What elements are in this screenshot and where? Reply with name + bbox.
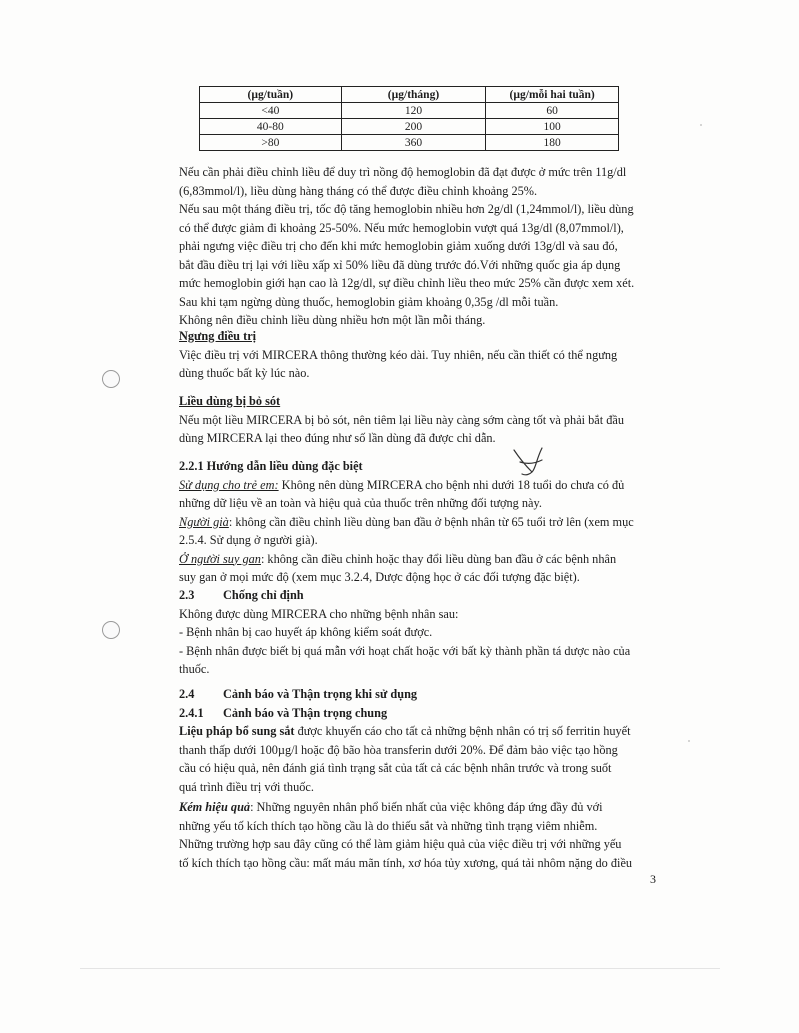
poor-response-text: : Những nguyên nhân phổ biến nhất của việc không đáp ứng đầy đủ với xyxy=(250,800,603,814)
dose-adjustment-section xyxy=(179,163,659,330)
paragraph-line: cầu có hiệu quả, nên đánh giá tình trạng sắt của tất cả các bệnh nhân trước và trong suốt xyxy=(179,761,612,775)
liver-text: : không cần điều chỉnh hoặc thay đổi liều dùng ban đầu ở các bệnh nhân xyxy=(260,551,617,566)
subsection-title: Cảnh báo và Thận trọng chung xyxy=(223,705,388,720)
scan-edge-line xyxy=(80,968,720,969)
dose-table xyxy=(199,86,619,151)
table-row xyxy=(200,135,619,151)
page-number: 3 xyxy=(650,872,656,886)
liver-label: Ở người suy gan xyxy=(179,551,261,566)
elderly-text: : không cần điều chỉnh liều dùng ban đầu ở bệnh nhân từ 65 tuổi trở lên (xem mục xyxy=(228,514,634,529)
paragraph-line: Sau khi tạm ngừng dùng thuốc, hemoglobin giảm khoảng 0,35g /dl mỗi tuần. xyxy=(179,294,559,309)
table-header-cell: (µg/tuần) xyxy=(200,87,342,103)
stop-treatment-section xyxy=(179,327,659,383)
warnings-section xyxy=(179,685,659,796)
section-title: Chống chỉ định xyxy=(223,588,304,602)
paragraph-line: Việc điều trị với MIRCERA thông thường kéo dài. Tuy nhiên, nếu cần thiết có thể ngưng xyxy=(179,347,618,362)
table-cell: 100 xyxy=(486,119,619,135)
table-cell: 200 xyxy=(341,119,486,135)
paragraph-line: những yếu tố kích thích tạo hồng cầu là do thiếu sắt và những tình trạng viêm nhiễm. xyxy=(179,818,598,833)
paragraph-line: thanh thấp dưới 100µg/l hoặc độ bão hòa transferin dưới 20%. Để đảm bảo việc tạo hồng xyxy=(179,742,618,757)
paragraph-line: dùng thuốc bất kỳ lúc nào. xyxy=(179,366,310,380)
paragraph-line: mức hemoglobin giới hạn cao là 12g/dl, sự điều chỉnh liều theo mức 25% cần được xem xét. xyxy=(179,276,635,290)
paragraph-line: những dữ liệu về an toàn và hiệu quả của thuốc trên những đối tượng này. xyxy=(179,496,542,510)
table-cell: 120 xyxy=(341,103,486,119)
iron-label: Liệu pháp bổ sung sắt xyxy=(179,724,295,738)
paragraph-line: 2.5.4. Sử dụng ở người già). xyxy=(179,533,318,547)
paragraph-line: (6,83mmol/l), liều dùng hàng tháng có thể được điều chỉnh khoảng 25%. xyxy=(179,183,538,198)
paragraph-line xyxy=(179,513,659,532)
paragraph-line: Những trường hợp sau đây cũng có thể làm giảm hiệu quả của việc điều trị với những yếu xyxy=(179,837,622,851)
handwritten-signature-mark xyxy=(508,438,550,480)
paragraph-line: có thể được giảm đi khoảng 25-50%. Nếu mức hemoglobin vượt quá 13g/dl (8,07mmol/l), xyxy=(179,220,624,235)
missed-dose-section xyxy=(179,392,659,448)
section-heading: 2.2.1 Hướng dẫn liều dùng đặc biệt xyxy=(179,459,363,473)
paragraph-line xyxy=(179,476,659,495)
paragraph-line: Không được dùng MIRCERA cho những bệnh nhân sau: xyxy=(179,606,459,621)
poor-response-section xyxy=(179,798,659,872)
paragraph-line xyxy=(179,550,659,569)
table-cell: 40-80 xyxy=(200,119,342,135)
table-cell: >80 xyxy=(200,135,342,151)
table-cell: <40 xyxy=(200,103,342,119)
paragraph-line: Không nên điều chỉnh liều dùng nhiều hơn một lần mỗi tháng. xyxy=(179,313,486,327)
paragraph-line: tố kích thích tạo hồng cầu: mất máu mãn tính, xơ hóa tủy xương, quá tải nhôm nặng do điều xyxy=(179,855,633,870)
paragraph-line: Nếu sau một tháng điều trị, tốc độ tăng hemoglobin nhiều hơn 2g/dl (1,24mmol/l), liều dùng xyxy=(179,202,634,216)
paragraph-line: bắt đầu điều trị lại với liều xấp xỉ 50% liều đã dùng trước đó.Với những quốc gia áp dụng xyxy=(179,257,621,272)
table-cell: 180 xyxy=(486,135,619,151)
table-cell: 60 xyxy=(486,103,619,119)
special-dosing-section xyxy=(179,457,659,587)
contraindications-section xyxy=(179,586,659,679)
paragraph-line: Nếu cần phải điều chỉnh liều để duy trì nồng độ hemoglobin đã đạt được ở mức trên 11g/dl xyxy=(179,165,627,179)
scan-speck xyxy=(688,740,690,742)
paragraph-line: thuốc. xyxy=(179,662,210,676)
paragraph-line xyxy=(179,722,659,741)
paragraph-line: - Bệnh nhân được biết bị quá mẫn với hoạt chất hoặc với bất kỳ thành phần tá dược nào của xyxy=(179,643,631,658)
scan-speck xyxy=(700,124,702,126)
section-heading xyxy=(179,586,659,605)
subsection-heading xyxy=(179,704,659,723)
punch-hole xyxy=(102,370,120,388)
section-heading: Ngưng điều trị xyxy=(179,329,257,343)
paragraph-line: - Bệnh nhân bị cao huyết áp không kiểm soát được. xyxy=(179,625,433,639)
paragraph-line: Nếu một liều MIRCERA bị bỏ sót, nên tiêm lại liều này càng sớm càng tốt và phải bắt đầu xyxy=(179,412,625,427)
table-header-row xyxy=(200,87,619,103)
iron-text: được khuyến cáo cho tất cả những bệnh nhân có trị số ferritin huyết xyxy=(294,724,631,738)
section-heading: Liều dùng bị bỏ sót xyxy=(179,394,281,408)
table-row xyxy=(200,119,619,135)
table-cell: 360 xyxy=(341,135,486,151)
paragraph-line: quá trình điều trị với thuốc. xyxy=(179,779,314,794)
table-row xyxy=(200,103,619,119)
paragraph-line: dùng MIRCERA lại theo đúng như số lần dùng đã được chỉ dẫn. xyxy=(179,431,496,445)
section-number: 2.4 xyxy=(179,687,195,701)
children-label: Sử dụng cho trẻ em: xyxy=(179,477,279,492)
subsection-number: 2.4.1 xyxy=(179,705,204,720)
section-title: Cảnh báo và Thận trọng khi sử dụng xyxy=(223,687,418,701)
punch-hole xyxy=(102,621,120,639)
paragraph-line xyxy=(179,798,659,817)
poor-response-label: Kém hiệu quả xyxy=(179,800,251,814)
section-number: 2.3 xyxy=(179,588,195,602)
table-header-cell: (µg/tháng) xyxy=(341,87,486,103)
table-header-cell: (µg/mỗi hai tuần) xyxy=(486,87,619,103)
elderly-label: Người già xyxy=(179,514,229,529)
paragraph-line: suy gan ở mọi mức độ (xem mục 3.2.4, Dược động học ở các đối tượng đặc biệt). xyxy=(179,570,580,584)
section-heading xyxy=(179,685,659,704)
paragraph-line: phải ngưng việc điều trị cho đến khi mức hemoglobin giảm xuống dưới 13g/dl và sau đó, xyxy=(179,239,618,253)
children-text: Không nên dùng MIRCERA cho bệnh nhi dưới 18 tuổi do chưa có đủ xyxy=(278,477,625,492)
